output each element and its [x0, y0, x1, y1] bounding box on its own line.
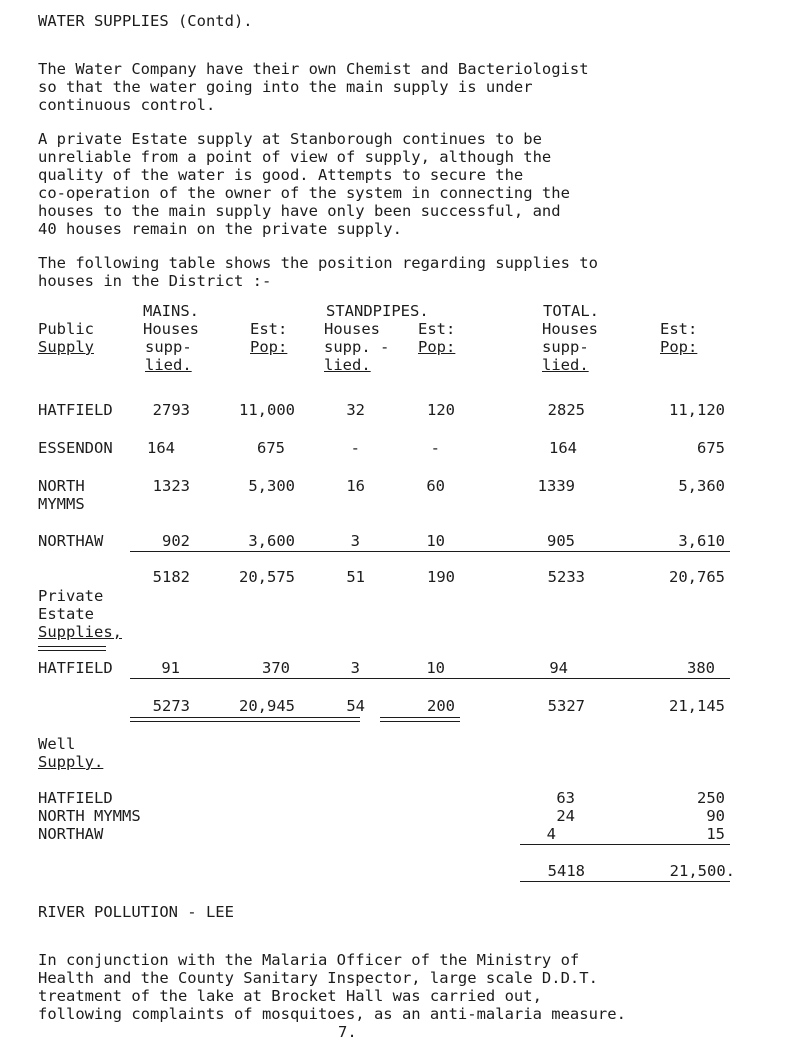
mains-houses-cell: 5182: [152, 568, 190, 586]
col-header-mains-houses: supp-: [145, 338, 192, 356]
private-estate-label: Private: [38, 587, 104, 605]
col-header-public: Public: [38, 320, 94, 338]
mains-pop-cell: 11,000: [239, 401, 295, 419]
row-label: NORTHAW: [38, 825, 104, 843]
total-pop-cell: 21,500.: [669, 862, 735, 880]
paragraph-line: A private Estate supply at Stanborough continues to be: [38, 130, 542, 148]
paragraph-line: In conjunction with the Malaria Officer of the Ministry of: [38, 951, 580, 969]
table-rule: [38, 646, 106, 651]
private-estate-label: Supplies,: [38, 623, 122, 641]
total-pop-cell: 11,120: [669, 401, 725, 419]
col-header-stand-houses: lied.: [324, 356, 371, 374]
total-houses-cell: 5327: [547, 697, 585, 715]
row-label: ESSENDON: [38, 439, 113, 457]
stand-pop-cell: 60: [426, 477, 445, 495]
col-header-total-houses: supp-: [542, 338, 589, 356]
mains-pop-cell: 20,945: [239, 697, 295, 715]
group-header-standpipes: STANDPIPES.: [326, 302, 429, 320]
page-number: 7.: [338, 1023, 357, 1041]
row-label: MYMMS: [38, 495, 85, 513]
mains-houses-cell: 164: [147, 439, 175, 457]
mains-pop-cell: 3,600: [248, 532, 295, 550]
mains-houses-cell: 2793: [152, 401, 190, 419]
total-houses-cell: 4: [546, 825, 556, 843]
section-heading-river-pollution: RIVER POLLUTION - LEE: [38, 903, 234, 921]
section-heading: WATER SUPPLIES (Contd).: [38, 12, 253, 30]
paragraph-line: The Water Company have their own Chemist and Bacteriologist: [38, 60, 589, 78]
paragraph-line: The following table shows the position regarding supplies to: [38, 254, 598, 272]
mains-houses-cell: 902: [162, 532, 190, 550]
row-label: NORTH: [38, 477, 85, 495]
total-pop-cell: 380: [687, 659, 715, 677]
paragraph-line: so that the water going into the main supply is under: [38, 78, 533, 96]
row-label: HATFIELD: [38, 789, 113, 807]
total-pop-cell: 5,360: [678, 477, 725, 495]
mains-pop-cell: 370: [262, 659, 290, 677]
total-houses-cell: 5418: [547, 862, 585, 880]
private-estate-label: Estate: [38, 605, 94, 623]
stand-pop-cell: 190: [427, 568, 455, 586]
total-pop-cell: 250: [697, 789, 725, 807]
col-header-public: Supply: [38, 338, 94, 356]
stand-houses-cell: -: [350, 439, 360, 457]
mains-pop-cell: 675: [257, 439, 285, 457]
total-pop-cell: 15: [706, 825, 725, 843]
col-header-stand-houses: Houses: [324, 320, 380, 338]
well-supply-label: Well: [38, 735, 76, 753]
total-houses-cell: 164: [549, 439, 577, 457]
total-houses-cell: 63: [556, 789, 575, 807]
paragraph-line: houses to the main supply have only been successful, and: [38, 202, 561, 220]
col-header-mains-houses: Houses: [143, 320, 199, 338]
paragraph-line: unreliable from a point of view of supply, although the: [38, 148, 552, 166]
col-header-total-houses: lied.: [542, 356, 589, 374]
table-rule: [130, 678, 730, 679]
total-houses-cell: 24: [556, 807, 575, 825]
paragraph-line: continuous control.: [38, 96, 216, 114]
row-label: NORTHAW: [38, 532, 104, 550]
mains-houses-cell: 1323: [152, 477, 190, 495]
total-pop-cell: 90: [706, 807, 725, 825]
col-header-stand-pop: Pop:: [418, 338, 456, 356]
paragraph-line: houses in the District :-: [38, 272, 272, 290]
group-header-total: TOTAL.: [543, 302, 599, 320]
paragraph-line: 40 houses remain on the private supply.: [38, 220, 402, 238]
stand-pop-cell: 120: [427, 401, 455, 419]
total-houses-cell: 905: [547, 532, 575, 550]
stand-pop-cell: -: [430, 439, 440, 457]
stand-houses-cell: 32: [346, 401, 365, 419]
total-pop-cell: 3,610: [678, 532, 725, 550]
mains-houses-cell: 91: [161, 659, 180, 677]
table-rule: [130, 717, 360, 722]
table-rule: [130, 551, 730, 552]
col-header-total-pop: Est:: [660, 320, 698, 338]
total-pop-cell: 675: [697, 439, 725, 457]
row-label: HATFIELD: [38, 659, 113, 677]
total-houses-cell: 5233: [547, 568, 585, 586]
table-rule: [520, 881, 730, 882]
total-houses-cell: 2825: [547, 401, 585, 419]
total-houses-cell: 1339: [537, 477, 575, 495]
stand-houses-cell: 3: [350, 659, 360, 677]
total-houses-cell: 94: [549, 659, 568, 677]
row-label: HATFIELD: [38, 401, 113, 419]
col-header-mains-pop: Est:: [250, 320, 288, 338]
stand-pop-cell: 200: [427, 697, 455, 715]
stand-houses-cell: 51: [346, 568, 365, 586]
mains-pop-cell: 20,575: [239, 568, 295, 586]
mains-pop-cell: 5,300: [248, 477, 295, 495]
col-header-stand-houses: supp. -: [324, 338, 390, 356]
col-header-mains-pop: Pop:: [250, 338, 288, 356]
table-rule: [380, 717, 460, 722]
group-header-mains: MAINS.: [143, 302, 199, 320]
stand-houses-cell: 16: [346, 477, 365, 495]
paragraph-line: following complaints of mosquitoes, as an anti-malaria measure.: [38, 1005, 626, 1023]
col-header-total-pop: Pop:: [660, 338, 698, 356]
paragraph-line: treatment of the lake at Brocket Hall was carried out,: [38, 987, 542, 1005]
paragraph-line: co-operation of the owner of the system in connecting the: [38, 184, 570, 202]
row-label: NORTH MYMMS: [38, 807, 141, 825]
paragraph-line: Health and the County Sanitary Inspector, large scale D.D.T.: [38, 969, 598, 987]
paragraph-line: quality of the water is good. Attempts to secure the: [38, 166, 524, 184]
col-header-stand-pop: Est:: [418, 320, 456, 338]
table-rule: [520, 844, 730, 845]
total-pop-cell: 20,765: [669, 568, 725, 586]
col-header-total-houses: Houses: [542, 320, 598, 338]
stand-houses-cell: 54: [346, 697, 365, 715]
stand-pop-cell: 10: [426, 532, 445, 550]
total-pop-cell: 21,145: [669, 697, 725, 715]
stand-houses-cell: 3: [350, 532, 360, 550]
stand-pop-cell: 10: [426, 659, 445, 677]
col-header-mains-houses: lied.: [145, 356, 192, 374]
mains-houses-cell: 5273: [152, 697, 190, 715]
well-supply-label: Supply.: [38, 753, 104, 771]
